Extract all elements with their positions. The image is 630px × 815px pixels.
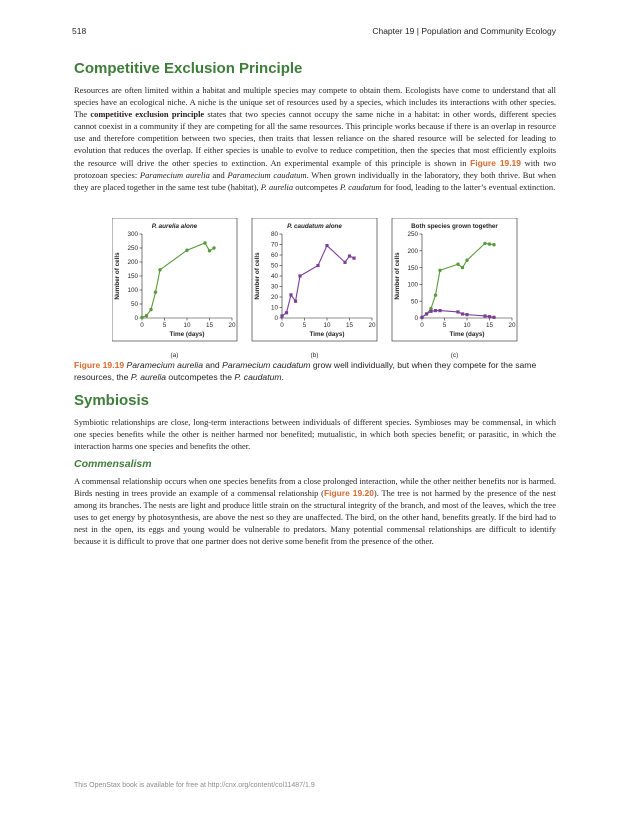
data-point: [438, 309, 441, 312]
x-tick-label: 15: [205, 322, 214, 329]
data-point: [203, 241, 206, 244]
x-tick-label: 20: [368, 322, 376, 329]
x-tick-label: 15: [345, 322, 354, 329]
figure-19-19-charts: [112, 218, 522, 362]
data-point: [140, 316, 143, 319]
y-tick-label: 200: [127, 259, 138, 267]
x-tick-label: 0: [420, 322, 424, 329]
figure-caption: Figure 19.19 Paramecium aurelia and Paramecium caudatum grow well individually, but when they compete for the same resources, the P. aurelia outcompetes the P. caudatum.: [74, 360, 537, 382]
data-point: [461, 266, 464, 269]
data-point: [492, 316, 495, 319]
data-point: [465, 259, 468, 262]
y-tick-label: 50: [130, 301, 138, 309]
paragraph-commensalism: A commensal relationship occurs when one species benefits from a close prolonged interaction, while the other neither benefits nor is harmed. Birds nesting in trees provide an example of a commensal relationship (Figure 19.20). The tree is not harmed by the presence of the nest among its branches. The nests are light and produce little strain on the structural integrity of the branch, and most of the leaves, which the tree uses to get energy by photosynthesis, are above the nest so they are unaffected. The bird, on the other hand, benefits greatly. If the bird had to nest in the open, its eggs and young would be vulnerable to predators. Many potential commensal relationships are difficult to identify because it is difficult to prove that one partner does not derive some benefit from the presence of the other.: [74, 476, 556, 547]
data-point: [425, 312, 428, 315]
data-point: [456, 263, 459, 266]
paragraph-symbiosis: Symbiotic relationships are close, long-term interactions between individuals of different species. Symbioses may be commensal, in which one species benefits while the other is neither harmed nor benefited; mutualistic, in which both species benefit; or parasitic, in which the interaction harms one species and benefits the other.: [74, 417, 556, 452]
y-tick-label: 0: [134, 315, 138, 323]
paragraph-competitive-exclusion: Resources are often limited within a habitat and multiple species may compete to obtain them. Ecologists have come to understand that all species have an ecological niche. A niche is the unique set of resources used by a species, which includes its interactions with other species. The competitive exclusion principle states that two species cannot occupy the same niche in a habitat: in other words, different species cannot coexist in a community if they are competing for all the same resources. This principle works because if there is an overlap in resource use and therefore competition between two species, then traits that lessen reliance on the shared resource will be selected for leading to evolution that reduces the overlap. If either species is unable to evolve to reduce competition, then the species that most efficiently exploits the resource will drive the other species to extinction. An experimental example of this principle is shown in Figure 19.19 with two protozoan species: Paramecium aurelia and Paramecium caudatum. When grown individually in the laboratory, they both thrive. But when they are placed together in the same test tube (habitat), P. aurelia outcompetes P. caudatum for food, leading to the latter’s eventual extinction.: [74, 85, 556, 192]
data-point: [438, 269, 441, 272]
data-point: [434, 309, 437, 312]
data-point: [285, 311, 288, 314]
panel-label: (c): [450, 352, 459, 359]
y-tick-label: 30: [270, 283, 278, 291]
data-point: [483, 242, 486, 245]
data-point: [465, 313, 468, 316]
page-number: 518: [72, 26, 87, 36]
chart-title: Both species grown together: [411, 223, 498, 230]
data-point: [461, 312, 464, 315]
panel-label: (a): [170, 352, 179, 359]
data-point: [145, 314, 148, 317]
data-point: [158, 268, 161, 271]
x-tick-label: 10: [323, 322, 331, 329]
x-tick-label: 5: [442, 322, 447, 329]
data-point: [492, 243, 495, 246]
y-tick-label: 0: [414, 315, 418, 323]
data-point: [298, 274, 301, 277]
data-point: [325, 244, 328, 247]
y-tick-label: 150: [407, 264, 418, 272]
data-point: [294, 300, 297, 303]
y-tick-label: 10: [270, 304, 278, 312]
panel-label: (b): [310, 352, 319, 359]
x-tick-label: 0: [140, 322, 144, 329]
data-point: [488, 315, 491, 318]
y-tick-label: 200: [407, 248, 418, 255]
footer-note: This OpenStax book is available for free at http://cnx.org/content/col11487/1.9: [74, 782, 315, 789]
y-axis-label: Number of cells: [254, 252, 261, 300]
data-point: [280, 314, 283, 317]
data-point: [352, 257, 355, 260]
y-tick-label: 300: [127, 231, 138, 239]
y-tick-label: 40: [270, 273, 278, 281]
figure-19-19-link[interactable]: Figure 19.19: [470, 157, 521, 168]
y-tick-label: 80: [270, 231, 278, 239]
y-tick-label: 50: [410, 298, 418, 306]
y-tick-label: 100: [407, 281, 418, 289]
chart-title: P. aurelia alone: [151, 223, 198, 230]
chart-panel-1: [112, 218, 237, 359]
x-axis-label: Time (days): [449, 331, 485, 338]
x-tick-label: 20: [508, 322, 516, 329]
data-point: [343, 261, 346, 264]
y-axis-label: Number of cells: [114, 252, 121, 300]
data-point: [154, 291, 157, 294]
y-tick-label: 60: [270, 252, 278, 260]
data-point: [185, 249, 188, 252]
section-title-symbiosis: Symbiosis: [74, 392, 150, 409]
y-tick-label: 250: [127, 245, 138, 253]
figure-19-20-link[interactable]: Figure 19.20: [323, 488, 374, 499]
chart-panel-2: [252, 218, 377, 359]
y-tick-label: 0: [274, 315, 278, 323]
section-title-competitive-exclusion: Competitive Exclusion Principle: [74, 60, 303, 77]
data-point: [434, 293, 437, 296]
x-tick-label: 5: [302, 322, 307, 329]
key-term: competitive exclusion principle: [90, 109, 205, 120]
running-head: Chapter 19 | Population and Community Ecology: [372, 26, 556, 36]
x-tick-label: 10: [183, 322, 191, 329]
x-tick-label: 0: [280, 322, 284, 329]
data-point: [212, 246, 215, 249]
y-axis-label: Number of cells: [394, 252, 401, 300]
x-axis-label: Time (days): [309, 331, 345, 338]
data-point: [483, 314, 486, 317]
data-point: [429, 310, 432, 313]
subsection-title-commensalism: Commensalism: [74, 458, 152, 470]
x-axis-label: Time (days): [169, 331, 205, 338]
y-tick-label: 150: [127, 273, 138, 281]
data-point: [316, 264, 319, 267]
x-tick-label: 20: [228, 322, 236, 329]
data-point: [208, 249, 211, 252]
x-tick-label: 15: [485, 322, 494, 329]
chart-title: P. caudatum alone: [287, 223, 342, 230]
y-tick-label: 20: [270, 294, 278, 302]
y-tick-label: 50: [270, 262, 278, 270]
x-tick-label: 5: [162, 322, 167, 329]
data-point: [420, 316, 423, 319]
y-tick-label: 100: [127, 287, 138, 295]
data-point: [348, 254, 351, 257]
data-point: [289, 293, 292, 296]
x-tick-label: 10: [463, 322, 471, 329]
chart-panel-3: [392, 218, 517, 359]
data-point: [456, 310, 459, 313]
data-point: [488, 242, 491, 245]
y-tick-label: 250: [407, 231, 418, 239]
y-tick-label: 70: [270, 241, 278, 249]
data-point: [149, 308, 152, 311]
